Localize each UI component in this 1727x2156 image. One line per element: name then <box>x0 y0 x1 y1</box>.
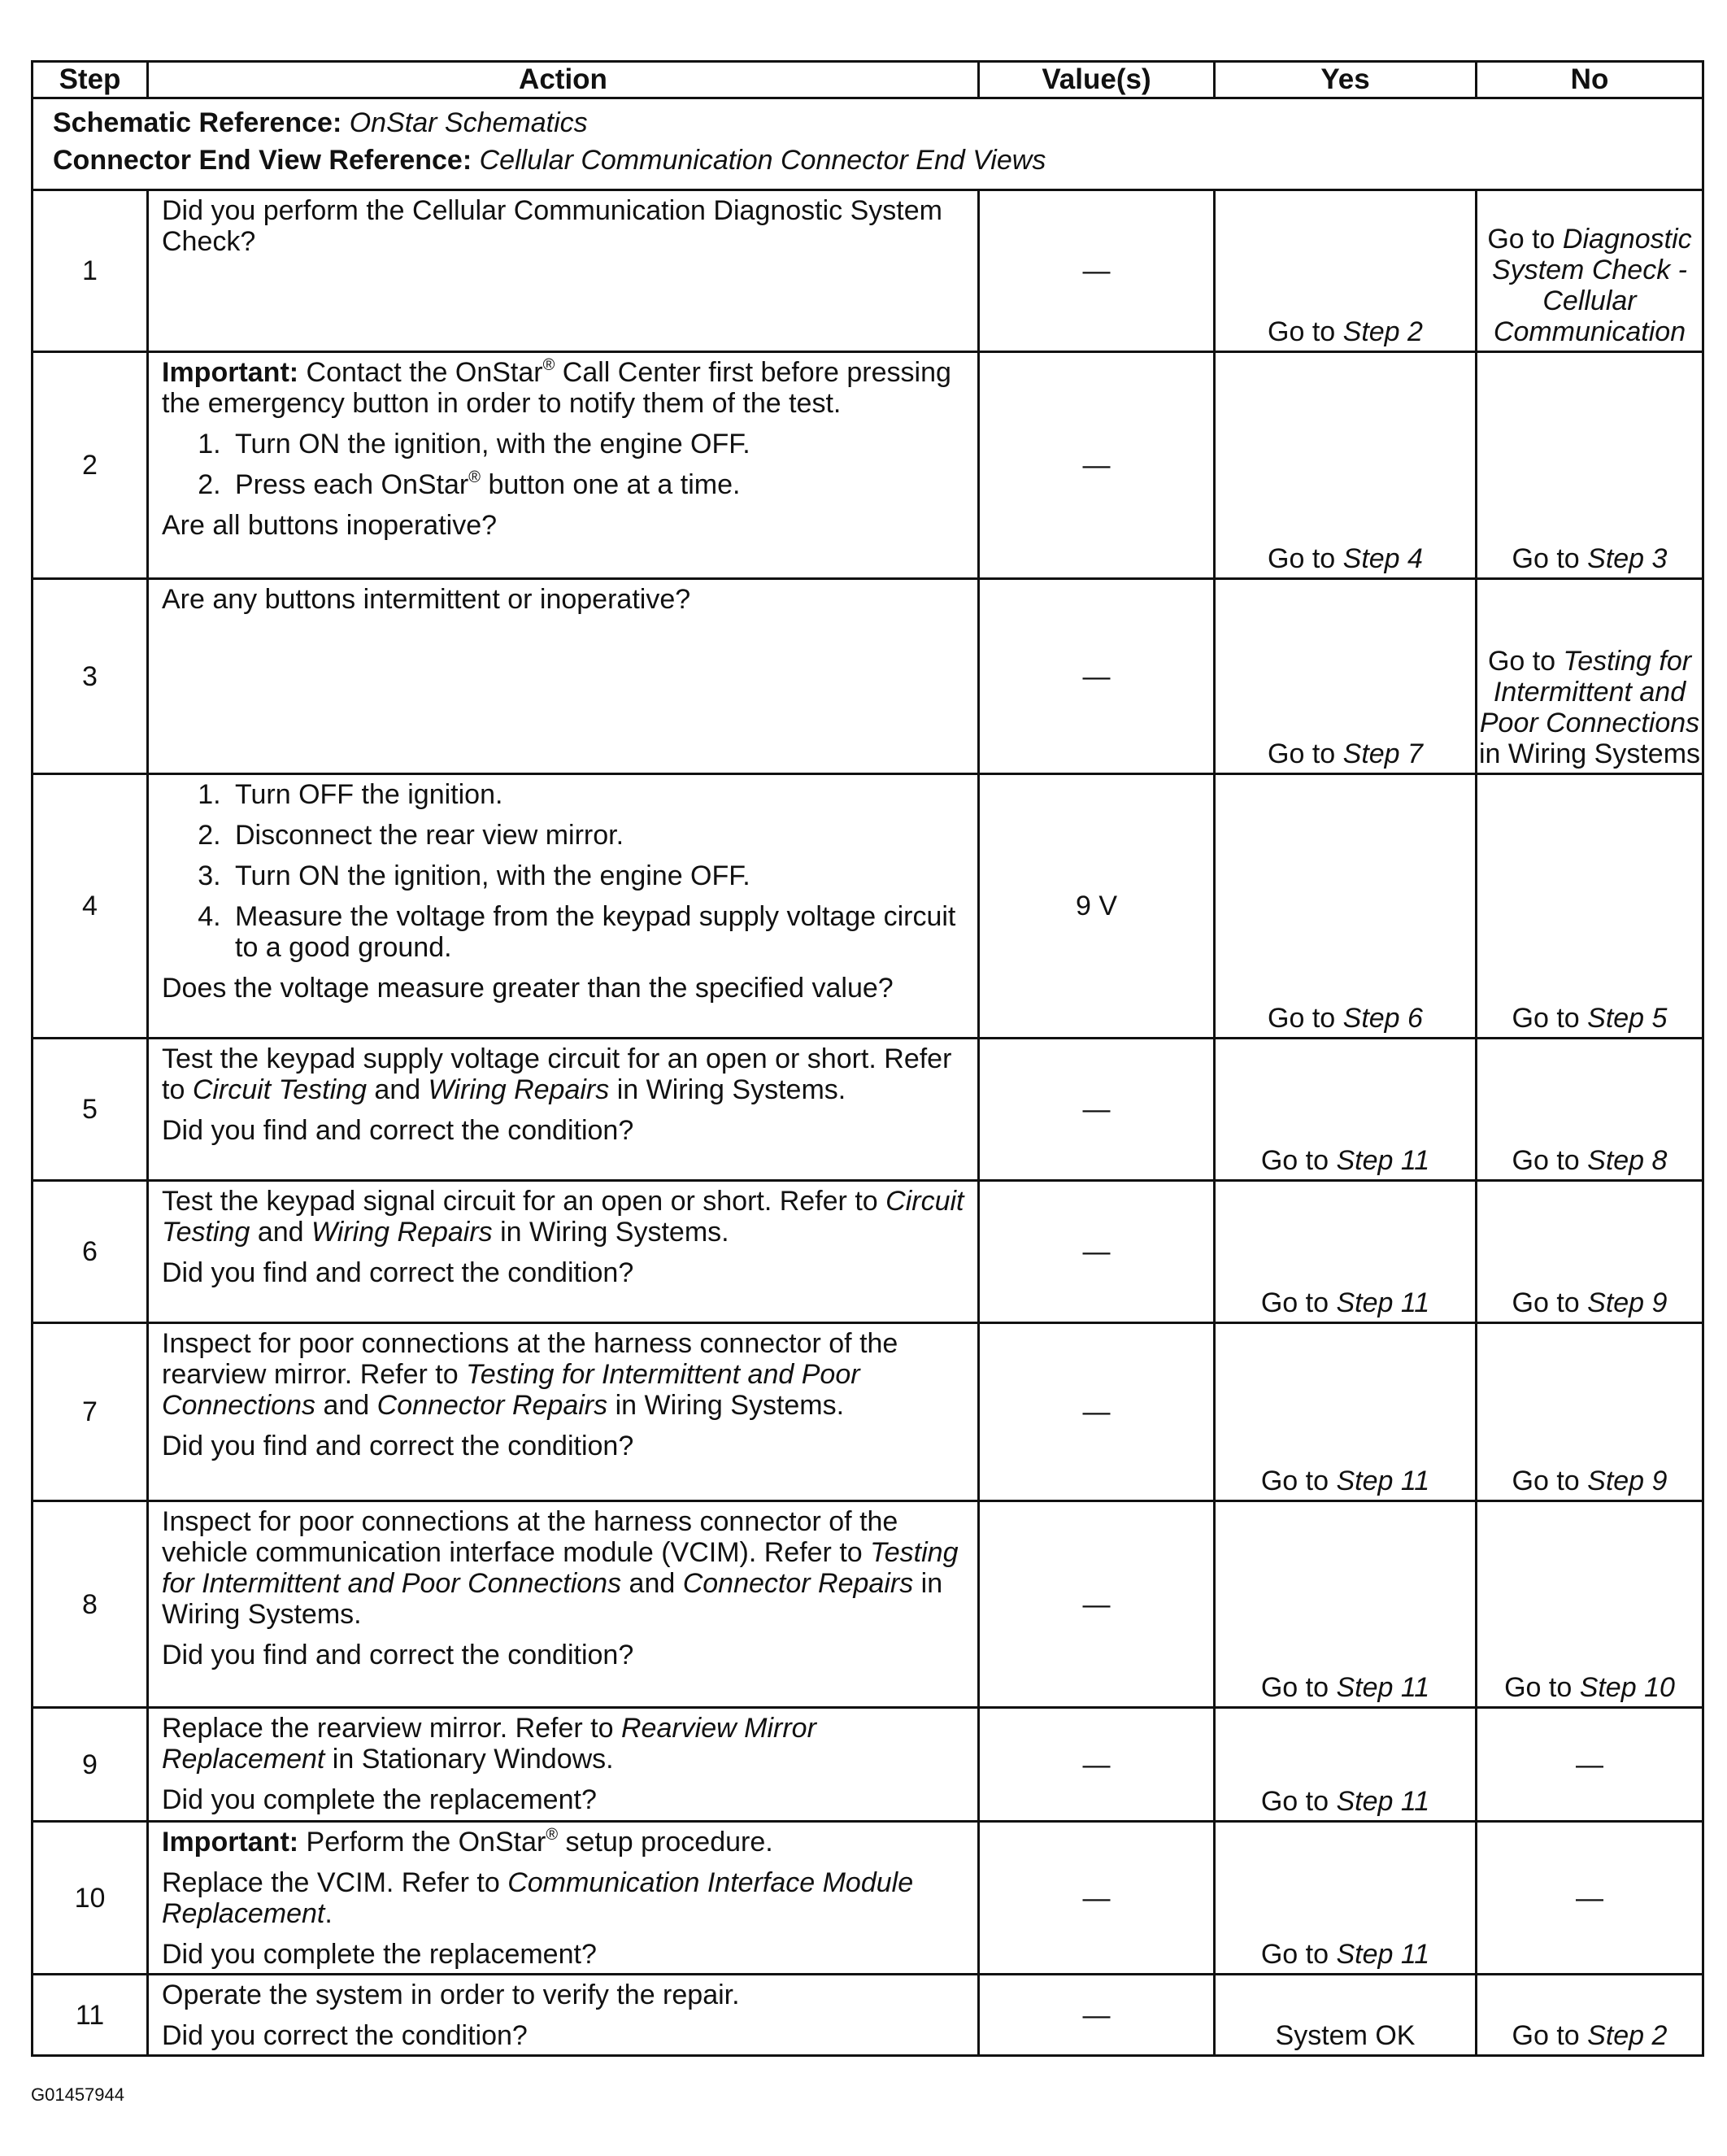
text-run: Go to <box>1260 1466 1337 1496</box>
text-run: Press each OnStar <box>235 469 469 500</box>
no-cell <box>1477 1323 1703 1501</box>
action-cell <box>148 1323 979 1501</box>
reference-link-text: Wiring Repairs <box>311 1217 493 1248</box>
text-run: and <box>315 1390 377 1421</box>
reference-link-text: Step 11 <box>1336 1145 1430 1176</box>
text-run: Go to <box>1487 646 1564 677</box>
text-run: Inspect for poor connections at the harness connector of the vehicle communication interface module (VCIM). Refer to <box>162 1506 898 1568</box>
step-number: 7 <box>33 1323 148 1501</box>
diagnostic-table-container <box>31 60 1702 2057</box>
reference-cell <box>33 98 1703 190</box>
no-cell: — <box>1477 1708 1703 1822</box>
reference-link-text: Step 11 <box>1336 1466 1430 1496</box>
action-step-item <box>228 779 968 810</box>
action-paragraph <box>162 1186 968 1248</box>
action-paragraph <box>162 357 968 419</box>
no-target <box>1477 1145 1702 1176</box>
reference-link-text: Step 5 <box>1587 1003 1668 1034</box>
yes-cell <box>1215 1975 1477 2056</box>
reference-link-text: Step 11 <box>1336 1939 1430 1970</box>
text-run: setup procedure. <box>558 1827 773 1858</box>
action-paragraph <box>162 1506 968 1630</box>
registered-mark: ® <box>542 356 555 374</box>
value-cell: — <box>979 1822 1215 1975</box>
text-run: in Wiring Systems. <box>609 1074 846 1105</box>
value-cell: — <box>979 1708 1215 1822</box>
no-target <box>1477 224 1702 347</box>
text-run: Inspect for poor connections at the harness connector of the rearview mirror. Refer to <box>162 1328 898 1390</box>
reference-link-text: Step 11 <box>1336 1786 1430 1817</box>
schematic-reference <box>53 107 1692 138</box>
text-run: Did you find and correct the condition? <box>162 1257 634 1288</box>
no-target <box>1477 646 1702 769</box>
yes-cell <box>1215 579 1477 774</box>
action-cell <box>148 1501 979 1708</box>
step-number: 4 <box>33 774 148 1039</box>
action-paragraph <box>162 1867 968 1929</box>
text-run: Did you find and correct the condition? <box>162 1431 634 1461</box>
value-cell: — <box>979 1501 1215 1708</box>
text-run: Go to <box>1512 1003 1588 1034</box>
text-run: button one at a time. <box>481 469 741 500</box>
reference-link-text: Connector Repairs <box>376 1390 608 1421</box>
action-paragraph <box>162 1328 968 1421</box>
no-cell <box>1477 1501 1703 1708</box>
value-cell: 9 V <box>979 774 1215 1039</box>
action-cell <box>148 1975 979 2056</box>
table-row <box>33 1708 1703 1822</box>
text-run: Are any buttons intermittent or inoperative? <box>162 584 691 615</box>
action-paragraph <box>162 1431 968 1461</box>
action-cell <box>148 774 979 1039</box>
registered-mark: ® <box>546 1826 559 1844</box>
table-row <box>33 1501 1703 1708</box>
text-run: Did you find and correct the condition? <box>162 1115 634 1146</box>
text-run: and <box>621 1568 683 1599</box>
reference-link-text: Testing for Intermittent and Poor Connections <box>162 1537 959 1599</box>
table-row <box>33 579 1703 774</box>
text-run: Test the keypad supply voltage circuit for an open or short. Refer to <box>162 1043 952 1105</box>
text-run: Are all buttons inoperative? <box>162 510 498 541</box>
action-paragraph <box>162 1640 968 1670</box>
action-cell <box>148 579 979 774</box>
yes-cell <box>1215 1039 1477 1181</box>
table-row <box>33 774 1703 1039</box>
yes-cell <box>1215 1822 1477 1975</box>
action-cell <box>148 190 979 352</box>
no-cell: — <box>1477 1822 1703 1975</box>
text-run: Go to <box>1504 1672 1580 1703</box>
step-number: 9 <box>33 1708 148 1822</box>
text-run: Turn ON the ignition, with the engine OFF. <box>235 860 750 891</box>
step-number: 10 <box>33 1822 148 1975</box>
step-number: 5 <box>33 1039 148 1181</box>
text-run: Contact the OnStar <box>298 357 543 388</box>
yes-cell <box>1215 1708 1477 1822</box>
text-run: and <box>366 1074 428 1105</box>
text-run: Did you complete the replacement? <box>162 1784 597 1815</box>
schematic-reference-value: OnStar Schematics <box>349 107 588 138</box>
no-target <box>1477 1466 1702 1496</box>
text-run: Did you find and correct the condition? <box>162 1640 634 1670</box>
action-paragraph <box>162 1713 968 1775</box>
connector-reference <box>53 145 1692 176</box>
header-action: Action <box>148 62 979 98</box>
action-paragraph <box>162 1043 968 1105</box>
header-values: Value(s) <box>979 62 1215 98</box>
table-row <box>33 1975 1703 2056</box>
action-paragraph <box>162 2020 968 2051</box>
text-run: Did you complete the replacement? <box>162 1939 597 1970</box>
reference-link-text: Diagnostic System Check - Cellular Communication <box>1492 224 1692 347</box>
yes-cell <box>1215 774 1477 1039</box>
step-number: 11 <box>33 1975 148 2056</box>
no-cell <box>1477 1975 1703 2056</box>
reference-link-text: Step 11 <box>1336 1672 1430 1703</box>
action-step-item <box>228 901 968 963</box>
table-row <box>33 352 1703 579</box>
no-cell <box>1477 1181 1703 1323</box>
text-run: Operate the system in order to verify the repair. <box>162 1980 740 2010</box>
yes-cell <box>1215 1323 1477 1501</box>
step-number: 1 <box>33 190 148 352</box>
action-paragraph <box>162 584 968 615</box>
reference-link-text: Step 9 <box>1587 1466 1668 1496</box>
reference-link-text: Step 10 <box>1579 1672 1675 1703</box>
step-number: 3 <box>33 579 148 774</box>
yes-cell <box>1215 352 1477 579</box>
no-cell <box>1477 579 1703 774</box>
no-cell <box>1477 352 1703 579</box>
figure-id: G01457944 <box>31 2084 124 2105</box>
action-paragraph <box>162 1257 968 1288</box>
action-step-item <box>228 860 968 891</box>
action-paragraph <box>162 1115 968 1146</box>
schematic-reference-label: Schematic Reference: <box>53 107 342 138</box>
action-steps-list <box>162 429 968 500</box>
text-run: and <box>250 1217 311 1248</box>
value-cell: — <box>979 1975 1215 2056</box>
reference-link-text: Circuit Testing <box>192 1074 367 1105</box>
yes-cell <box>1215 190 1477 352</box>
table-row <box>33 190 1703 352</box>
text-run: in Wiring Systems <box>1478 738 1701 769</box>
no-cell <box>1477 1039 1703 1181</box>
action-paragraph <box>162 1939 968 1970</box>
text-run: Go to <box>1268 316 1343 347</box>
reference-link-text: Circuit Testing <box>162 1186 964 1248</box>
text-run: Go to <box>1268 1003 1343 1034</box>
no-target <box>1477 1287 1702 1318</box>
table-row <box>33 1181 1703 1323</box>
text-run: Go to <box>1268 543 1343 574</box>
action-paragraph <box>162 973 968 1004</box>
connector-reference-value: Cellular Communication Connector End Views <box>479 145 1046 176</box>
important-label: Important: <box>162 357 299 388</box>
table-row <box>33 1822 1703 1975</box>
text-run: Go to <box>1260 1287 1337 1318</box>
value-cell: — <box>979 352 1215 579</box>
action-paragraph <box>162 1827 968 1858</box>
text-run: System OK <box>1275 2020 1416 2051</box>
reference-link-text: Step 3 <box>1587 543 1668 574</box>
step-number: 8 <box>33 1501 148 1708</box>
yes-cell <box>1215 1501 1477 1708</box>
header-row <box>33 62 1703 98</box>
important-label: Important: <box>162 1827 299 1858</box>
reference-link-text: Step 11 <box>1336 1287 1430 1318</box>
header-yes: Yes <box>1215 62 1477 98</box>
value-cell: — <box>979 579 1215 774</box>
text-run: Test the keypad signal circuit for an open or short. Refer to <box>162 1186 886 1217</box>
reference-link-text: Step 4 <box>1342 543 1423 574</box>
action-cell <box>148 352 979 579</box>
value-cell: — <box>979 1039 1215 1181</box>
text-run: Go to <box>1268 738 1343 769</box>
action-paragraph <box>162 195 968 257</box>
value-cell: — <box>979 190 1215 352</box>
action-cell <box>148 1039 979 1181</box>
no-cell <box>1477 774 1703 1039</box>
reference-link-text: Rearview Mirror Replacement <box>162 1713 816 1775</box>
action-step-item <box>228 469 968 500</box>
reference-link-text: Step 7 <box>1342 738 1423 769</box>
text-run: Go to <box>1260 1786 1337 1817</box>
value-cell: — <box>979 1323 1215 1501</box>
reference-link-text: Testing for Intermittent and Poor Connections <box>162 1359 860 1421</box>
text-run: Go to <box>1512 543 1588 574</box>
text-run: in Wiring Systems. <box>607 1390 845 1421</box>
text-run: Replace the VCIM. Refer to <box>162 1867 508 1898</box>
header-no: No <box>1477 62 1703 98</box>
text-run: . <box>324 1898 333 1929</box>
no-target <box>1477 1003 1702 1034</box>
reference-link-text: Step 2 <box>1342 316 1423 347</box>
text-run: Did you correct the condition? <box>162 2020 528 2051</box>
connector-reference-label: Connector End View Reference: <box>53 145 472 176</box>
text-run: Did you perform the Cellular Communication Diagnostic System Check? <box>162 195 942 257</box>
diagnostic-table <box>31 60 1704 2057</box>
reference-link-text: Connector Repairs <box>682 1568 914 1599</box>
action-step-item <box>228 820 968 851</box>
action-paragraph <box>162 1980 968 2010</box>
text-run: Go to <box>1512 2020 1588 2051</box>
text-run: in Wiring Systems. <box>162 1568 943 1630</box>
text-run: Go to <box>1512 1466 1588 1496</box>
text-run: Turn OFF the ignition. <box>235 779 503 810</box>
text-run: Disconnect the rear view mirror. <box>235 820 624 851</box>
text-run: Go to <box>1260 1939 1337 1970</box>
action-step-item <box>228 429 968 460</box>
reference-link-text: Communication Interface Module Replacement <box>162 1867 914 1929</box>
reference-row <box>33 98 1703 190</box>
table-row <box>33 1323 1703 1501</box>
table-body <box>33 98 1703 2056</box>
header-step: Step <box>33 62 148 98</box>
text-run: Measure the voltage from the keypad supply voltage circuit to a good ground. <box>235 901 956 963</box>
no-target <box>1477 2020 1702 2051</box>
text-run: Go to <box>1487 224 1563 255</box>
reference-link-text: Step 2 <box>1587 2020 1668 2051</box>
action-cell <box>148 1822 979 1975</box>
no-target <box>1477 543 1702 574</box>
text-run: Go to <box>1512 1145 1588 1176</box>
no-target <box>1477 1672 1702 1703</box>
text-run: Does the voltage measure greater than the specified value? <box>162 973 894 1004</box>
action-paragraph <box>162 510 968 541</box>
registered-mark: ® <box>468 468 481 486</box>
reference-link-text: Step 6 <box>1342 1003 1423 1034</box>
no-cell <box>1477 190 1703 352</box>
text-run: Go to <box>1512 1287 1588 1318</box>
value-cell: — <box>979 1181 1215 1323</box>
reference-link-text: Wiring Repairs <box>428 1074 610 1105</box>
text-run: in Stationary Windows. <box>324 1744 614 1775</box>
action-paragraph <box>162 1784 968 1815</box>
text-run: in Wiring Systems. <box>492 1217 729 1248</box>
text-run: Replace the rearview mirror. Refer to <box>162 1713 621 1744</box>
step-number: 2 <box>33 352 148 579</box>
action-cell <box>148 1708 979 1822</box>
text-run: Perform the OnStar <box>298 1827 546 1858</box>
text-run: Go to <box>1260 1145 1337 1176</box>
reference-link-text: Testing for Intermittent and Poor Connections <box>1479 646 1700 738</box>
text-run: Call Center first before pressing the emergency button in order to notify them of the test. <box>162 357 951 419</box>
yes-cell <box>1215 1181 1477 1323</box>
action-steps-list <box>162 779 968 963</box>
action-cell <box>148 1181 979 1323</box>
text-run: Go to <box>1260 1672 1337 1703</box>
text-run: Turn ON the ignition, with the engine OFF. <box>235 429 750 460</box>
table-row <box>33 1039 1703 1181</box>
step-number: 6 <box>33 1181 148 1323</box>
reference-link-text: Step 9 <box>1587 1287 1668 1318</box>
reference-link-text: Step 8 <box>1587 1145 1668 1176</box>
